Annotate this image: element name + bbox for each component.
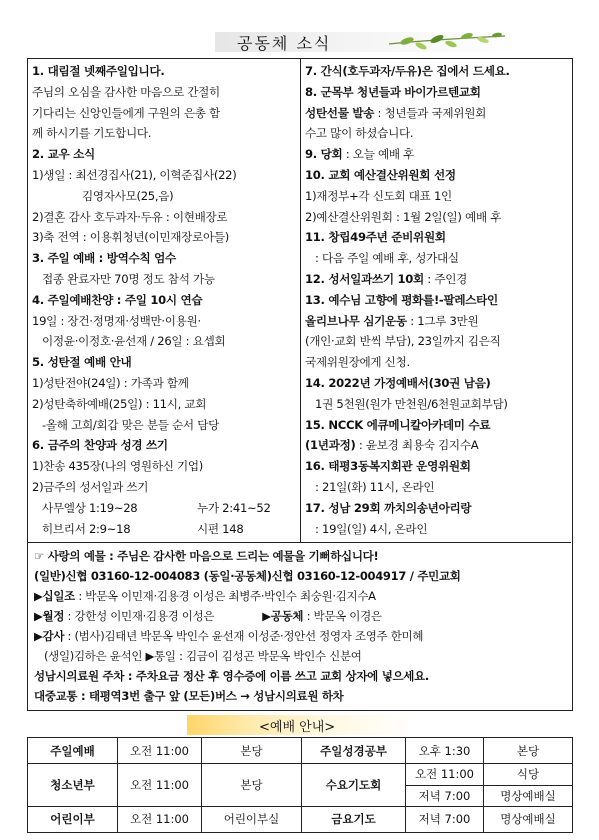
news-line: 16. 태평3동복지회관 운영위원회	[305, 459, 471, 474]
news-line: 3. 주일 예배 : 방역수칙 엄수	[32, 251, 176, 266]
service-name: 어린이부	[28, 806, 118, 832]
news-line: 1)생일 : 최선경집사(21), 이혁준집사(22)	[32, 167, 237, 182]
service-place: 명상예배실	[484, 785, 573, 806]
leaf-branch-icon	[387, 30, 507, 54]
news-line: 1)성탄전야(24일) : 가족과 함께	[32, 375, 189, 390]
item-text: : 강한성 이민재·김용경 이성은	[64, 609, 215, 623]
item-text: 사무엘상 1:19~28	[42, 500, 138, 515]
service-name: 주일예배	[28, 738, 118, 764]
item-heading: ▶십일조	[34, 589, 75, 603]
news-line: 15. NCCK 에큐메니칼아카데미 수료	[305, 417, 491, 432]
worship-schedule-table	[27, 737, 573, 833]
item-text: : 주인경	[423, 271, 468, 286]
item-text: 시편 148	[197, 521, 244, 536]
item-text: : 1그루 3만원	[406, 313, 479, 328]
news-line: 3)축 전역 : 이용휘청년(이민재장로아들)	[32, 230, 230, 245]
news-line: 1. 대림절 넷째주일입니다.	[32, 64, 165, 78]
news-line: 성남시의료원 주차 : 주차요금 정산 후 영수증에 이름 쓰고 교회 상자에 넣으세요.	[34, 669, 429, 683]
service-name: 청소년부	[28, 764, 118, 807]
header-title: 공동체 소식	[237, 34, 332, 53]
news-line	[34, 586, 565, 606]
bible-reading-row	[32, 498, 296, 519]
worship-info-title	[187, 713, 413, 736]
item-text: : 박문옥 이경은	[303, 609, 382, 623]
table-row	[28, 806, 573, 832]
news-line: 주님의 오심을 감사한 마음으로 간절히	[32, 84, 220, 99]
item-heading: 올리브나무 심기운동	[305, 313, 407, 328]
item-text: : 윤보경 최용숙 김지수A	[355, 438, 479, 453]
service-name: 주일성경공부	[302, 738, 406, 764]
worship-info-label: <예배 안내>	[259, 720, 336, 735]
news-line: 4. 주일예배찬양 : 주일 10시 연습	[32, 292, 203, 307]
news-line: : 21일(화) 11시, 온라인	[315, 479, 435, 494]
item-heading: ▶공동체	[262, 609, 304, 623]
news-line: 대중교통 : 태평역3번 출구 앞 (모든)버스 → 성남시의료원 하차	[34, 689, 344, 703]
news-line: 2)예산결산위원회 : 1월 2일(일) 예배 후	[305, 209, 502, 224]
news-line: 6. 금주의 찬양과 성경 쓰기	[32, 438, 168, 453]
item-heading: ▶월정	[34, 609, 65, 623]
right-column	[301, 59, 572, 542]
item-heading: ▶감사	[34, 629, 65, 643]
news-line: 1)재정부+각 신도회 대표 1인	[305, 188, 452, 203]
news-line: 2)금주의 성서일과 쓰기	[32, 479, 149, 494]
news-line: 14. 2022년 가정예배서(30권 남음)	[305, 375, 491, 390]
news-line: 접종 완료자만 70명 정도 참석 가능	[42, 271, 215, 286]
left-column	[28, 59, 301, 542]
service-time: 오전 11:00	[118, 764, 202, 807]
news-line	[305, 311, 568, 332]
service-name: 수요기도회	[302, 764, 406, 807]
news-line: 8. 군목부 청년들과 바이가르텐교회	[305, 84, 481, 99]
news-line: 2)성탄축하예배(25일) : 11시, 교회	[32, 396, 207, 411]
news-line: 17. 성남 29회 까치의송년아리랑	[305, 500, 472, 515]
news-line: : 19일(일) 4시, 온라인	[315, 521, 428, 536]
news-line: (일반)신협 03160-12-004083 (동일·공동체)신협 03160-12-004917 / 주민교회	[34, 569, 461, 583]
service-time: 저녁 7:00	[406, 785, 484, 806]
item-heading: 12. 성서일과쓰기 10회	[305, 271, 424, 286]
news-line	[34, 606, 565, 626]
service-time: 오전 11:00	[406, 764, 484, 785]
news-line: 2. 교우 소식	[32, 147, 95, 162]
service-time: 저녁 7:00	[406, 806, 484, 832]
bible-reading-row	[32, 519, 296, 540]
news-line	[34, 626, 565, 646]
news-line: ☞ 사랑의 예물 : 주님은 감사한 마음으로 드리는 예물을 기뻐하십니다!	[34, 549, 379, 563]
item-heading: (1년과정)	[305, 438, 356, 453]
news-line: 1)찬송 435장(나의 영원하신 기업)	[32, 459, 204, 474]
news-line: 5. 성탄절 예배 안내	[32, 355, 132, 370]
item-text: : 청년들과 국제위원회	[374, 105, 486, 120]
news-line: 기다리는 신앙인들에게 구원의 은총 함	[32, 105, 220, 120]
news-line: 11. 창립49주년 준비위원회	[305, 230, 446, 245]
item-text: : (범사)김태년 박문옥 박인수 윤선재 이성준·정안선 정영자 조영주 한미혜	[64, 629, 424, 643]
service-place: 명상예배실	[484, 806, 573, 832]
table-row	[28, 738, 573, 764]
item-text: 히브리서 2:9~18	[42, 521, 131, 536]
news-line: 수고 많이 하셨습니다.	[305, 126, 414, 141]
item-heading: 9. 당회	[305, 147, 343, 162]
news-line: : 다음 주일 예배 후, 성가대실	[315, 251, 459, 266]
service-time: 오후 1:30	[406, 738, 484, 764]
item-text: 누가 2:41~52	[197, 500, 271, 515]
service-place: 본당	[202, 764, 302, 807]
news-line: 2)결혼 감사 호두과자·두유 : 이현배장로	[32, 209, 228, 224]
news-line: 이정윤·이정호·윤선재 / 26일 : 요셉회	[42, 334, 226, 349]
news-line: 께 하시기를 기도합니다.	[32, 126, 152, 141]
table-row	[28, 764, 573, 785]
news-line: 국제위원장에게 신청.	[305, 355, 410, 370]
service-place: 식당	[484, 764, 573, 785]
news-line: 13. 예수님 고향에 평화를!-팔레스타인	[305, 292, 498, 307]
news-line: (개인·교회 반씩 부담), 23일까지 김은직	[305, 334, 501, 349]
offering-section	[28, 542, 571, 709]
news-line: 1권 5천원(원가 만천원/6천원교회부담)	[315, 396, 508, 411]
service-time: 오전 11:00	[118, 806, 202, 832]
news-line: 7. 간식(호두과자/두유)은 집에서 드세요.	[305, 64, 510, 78]
news-line: -올해 고희/회갑 맞은 분들 순서 담당	[42, 417, 220, 432]
item-text: : 박문옥 이민재·김용경 이성은 최병주·박인수 최숭원·김지수A	[74, 589, 376, 603]
header	[215, 28, 515, 54]
news-line: (생일)김하은 윤석인 ▶통일 : 김금이 김성곤 박문옥 박인수 신분여	[44, 649, 362, 663]
item-heading: 성탄선물 발송	[305, 105, 375, 120]
news-line	[305, 103, 568, 124]
news-box	[27, 58, 573, 711]
news-line	[305, 144, 568, 165]
service-place: 어린이부실	[202, 806, 302, 832]
service-time: 오전 11:00	[118, 738, 202, 764]
news-line	[305, 435, 568, 456]
service-place: 본당	[202, 738, 302, 764]
item-text: : 오늘 예배 후	[342, 147, 415, 162]
service-name: 금요기도	[302, 806, 406, 832]
news-line: 19일 : 장건·정명재·성백만·이용원·	[32, 313, 201, 328]
news-line	[305, 269, 568, 290]
service-place: 본당	[484, 738, 573, 764]
news-line: 10. 교회 예산결산위원회 선정	[305, 167, 456, 182]
news-line: 김영자사모(25,음)	[82, 188, 174, 203]
